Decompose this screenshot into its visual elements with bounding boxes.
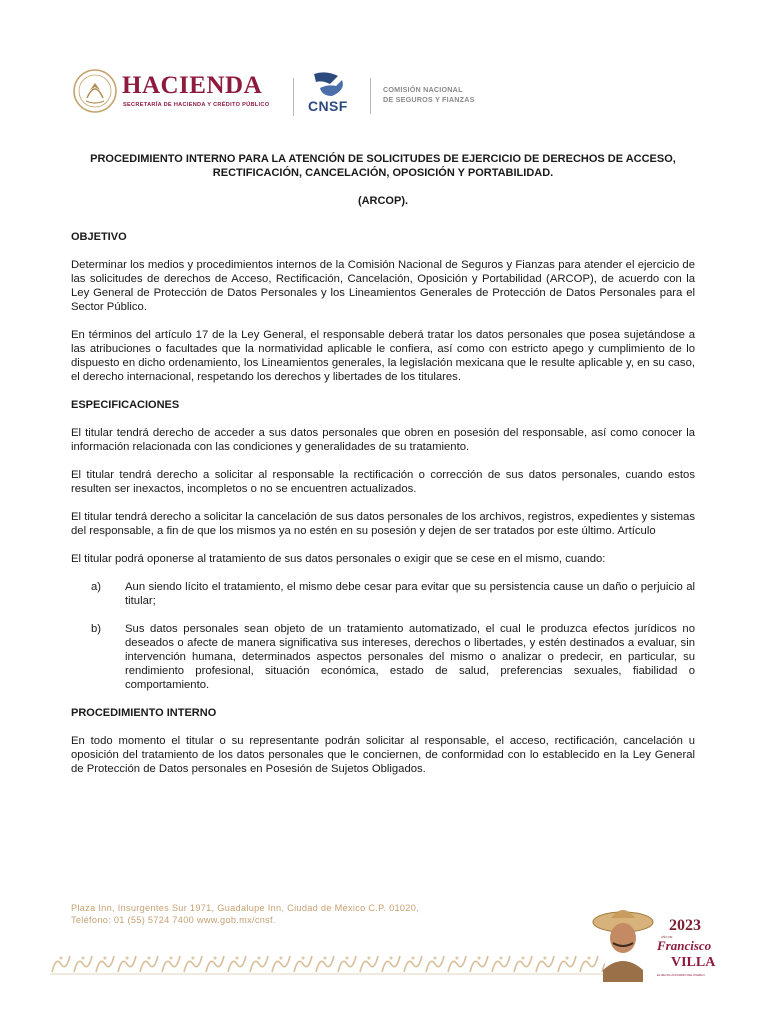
list-item-text: Aun siendo lícito el tratamiento, el mismo debe cesar para evitar que su persistencia cause un daño o perjuicio al titular;	[125, 581, 695, 607]
list-item	[71, 580, 695, 608]
logo-name-1: Francisco	[657, 938, 712, 953]
logo-year: 2023	[669, 917, 701, 934]
hacienda-title: HACIENDA	[122, 72, 263, 99]
section-heading-procedimiento: PROCEDIMIENTO INTERNO	[71, 707, 217, 719]
section-heading-objetivo: OBJETIVO	[71, 231, 127, 243]
document-title: PROCEDIMIENTO INTERNO PARA LA ATENCIÓN DE SOLICITUDES DE EJERCICIO DE DERECHOS DE ACCESO, RECTIFICACIÓN, CANCELACIÓN, OPOSICIÓN Y PORTABILIDAD.	[90, 153, 676, 179]
logo-year-tag: AÑO DE	[661, 935, 673, 939]
list-item-text: Sus datos personales sean objeto de un tratamiento automatizado, el cual le produzca efectos jurídicos no deseados o afecte de manera significativa sus intereses, derechos o libertades, y estén destinados a evaluar, sin intervención humana, determinados aspectos personales del mismo o analizar o predecir, en particular, su rendimiento profesional, situación económica, estado de salud, preferencias sexuales, fiabilidad o comportamiento.	[125, 623, 695, 691]
section-heading-especificaciones: ESPECIFICACIONES	[71, 399, 180, 411]
footer-address	[71, 902, 419, 926]
paragraph: El titular podrá oponerse al tratamiento de sus datos personales o exigir que se cese en el mismo, cuando:	[71, 553, 606, 565]
paragraph: El titular tendrá derecho a solicitar al responsable la rectificación o corrección de sus datos personales, cuando estos resulten ser inexactos, incompletos o no se encuentren actualizados.	[71, 469, 695, 495]
comision-line-2: DE SEGUROS Y FIANZAS	[383, 94, 475, 104]
cnsf-logo-icon	[308, 70, 352, 98]
header-divider	[293, 78, 294, 116]
coat-of-arms-icon	[72, 68, 118, 114]
address-line-2: Teléfono: 01 (55) 5724 7400 www.gob.mx/cnsf.	[71, 915, 276, 925]
document-body	[71, 152, 695, 790]
list-item	[71, 622, 695, 692]
paragraph: El titular tendrá derecho de acceder a sus datos personales que obren en posesión del responsable, así como conocer la información relacionada con las condiciones y generalidades de su tratamiento.	[71, 427, 695, 453]
francisco-villa-portrait-icon	[585, 900, 721, 982]
paragraph: El titular tendrá derecho a solicitar la cancelación de sus datos personales de los archivos, registros, expedientes y sistemas del responsable, a fin de que los mismos ya no estén en su posesión y dejen de ser tratados por este último. Artículo	[71, 511, 695, 537]
letterhead	[70, 64, 710, 128]
comision-line-1: COMISIÓN NACIONAL	[383, 85, 463, 94]
paragraph: En términos del artículo 17 de la Ley General, el responsable deberá tratar los datos personales que posea sujetándose a las atribuciones o facultades que la normatividad aplicable le confiera, así como con estricto apego y cumplimiento de lo dispuesto en dicho ordenamiento, los Lineamientos generales, la legislación mexicana que le resulte aplicable y, en su caso, el derecho internacional, respetando los derechos y libertades de los titulares.	[71, 329, 695, 383]
address-line-1: Plaza Inn, Insurgentes Sur 1971, Guadalupe Inn, Ciudad de México C.P. 01020,	[71, 903, 419, 913]
header-divider	[370, 78, 371, 114]
ornamental-band-icon	[50, 952, 605, 976]
hacienda-subtitle: SECRETARÍA DE HACIENDA Y CRÉDITO PÚBLICO	[123, 102, 270, 108]
document-subtitle: (ARCOP).	[357, 195, 409, 207]
paragraph: Determinar los medios y procedimientos internos de la Comisión Nacional de Seguros y Fianzas para atender el ejercicio de las solicitudes de derechos de Acceso, Rectificación, Cancelación, Oposición y Portabilidad (ARCOP), de acuerdo con la Ley General de Protección de Datos Personales y los Lineamientos Generales de Protección de Datos Personales para el Sector Público.	[71, 259, 695, 313]
list-marker: a)	[91, 581, 102, 593]
comision-name	[383, 85, 475, 104]
list-marker: b)	[91, 623, 102, 635]
logo-name-2: VILLA	[671, 955, 716, 970]
logo-tagline: EL REVOLUCIONARIO DEL PUEBLO	[657, 973, 705, 977]
cnsf-name: CNSF	[308, 98, 348, 114]
paragraph: En todo momento el titular o su representante podrán solicitar al responsable, el acceso, rectificación, cancelación u oposición del tratamiento de los datos personales que le conciernen, de conformidad con lo establecido en la Ley General de Protección de Datos personales en Posesión de Sujetos Obligados.	[71, 735, 695, 775]
